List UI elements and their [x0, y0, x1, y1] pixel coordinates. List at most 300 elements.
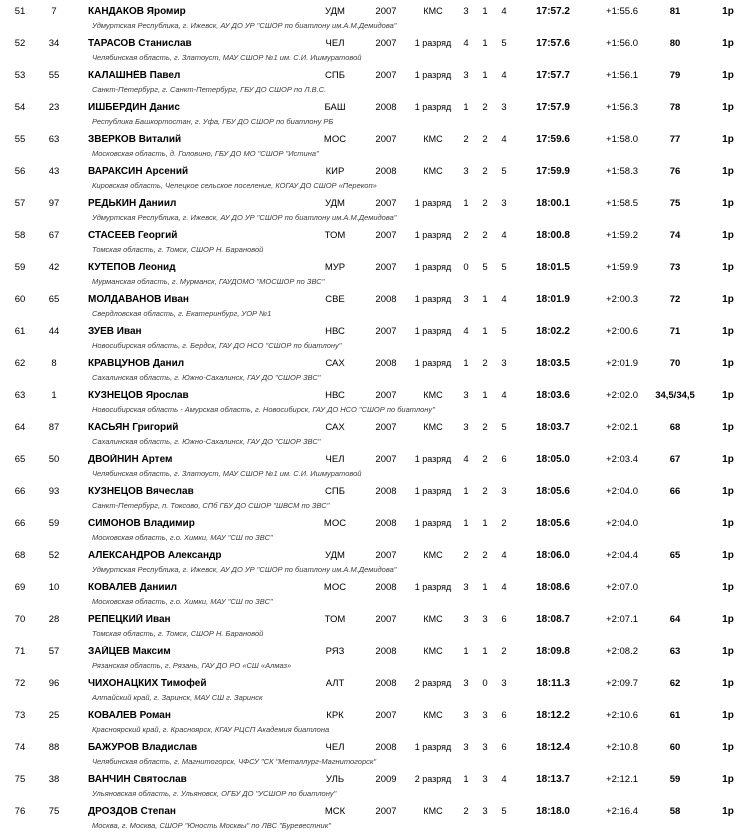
penalty-total: 4 [501, 230, 507, 241]
penalty-standing: 3 [482, 614, 488, 625]
category-cell: 1 разряд [414, 70, 452, 80]
club-line: Челябинская область, г. Златоуст, МАУ СШОР №1 им. С.И. Ишмуратовой [92, 469, 362, 478]
penalty-standing: 2 [482, 422, 488, 433]
penalty-total: 5 [501, 422, 507, 433]
club-line: Удмуртская Республика, г. Ижевск, АУ ДО УР "СШОР по биатлону им.А.М.Демидова" [92, 565, 397, 574]
athlete-name: ВАНЧИН Святослав [88, 774, 187, 785]
rank-cell: 52 [14, 38, 26, 49]
region-cell: ЧЕЛ [325, 38, 345, 49]
club-line: Новосибирская область, г. Бердск, ГАУ ДО НСО "СШОР по биатлону" [92, 341, 342, 350]
points-cell: 65 [669, 550, 681, 561]
club-line: Томская область, г. Томск, СШОР Н. Барановой [92, 629, 264, 638]
region-cell: МОС [323, 582, 347, 593]
athlete-name: КОВАЛЕВ Роман [88, 710, 171, 721]
rank-cell: 71 [14, 646, 26, 657]
region-cell: СПБ [325, 70, 345, 81]
points-cell: 79 [669, 70, 681, 81]
year-cell: 2007 [375, 230, 397, 241]
category-cell: КМС [423, 134, 443, 144]
club-line: Московская область, г.о. Химки, МАУ "СШ по ЗВС" [92, 597, 273, 606]
club-line: Красноярский край, г. Красноярск, КГАУ РЦСП Академия биатлона [92, 725, 330, 734]
athlete-name: АЛЕКСАНДРОВ Александр [88, 550, 222, 561]
athlete-name: КАНДАКОВ Яромир [88, 6, 186, 17]
athlete-name: ЗАЙЦЕВ Максим [88, 646, 171, 657]
rank-cell: 74 [14, 742, 26, 753]
category-cell: 1 разряд [414, 582, 452, 592]
penalty-standing: 1 [482, 646, 488, 657]
year-cell: 2007 [375, 262, 397, 273]
time-cell: 18:06.0 [536, 550, 570, 561]
result-main-line [0, 387, 750, 404]
gap-cell: +2:07.0 [606, 582, 638, 593]
penalty-standing: 1 [482, 6, 488, 17]
penalty-total: 4 [501, 390, 507, 401]
category-cell: 1 разряд [414, 198, 452, 208]
time-cell: 18:05.0 [536, 454, 570, 465]
region-cell: УЛЬ [325, 774, 345, 785]
club-line: Челябинская область, г. Златоуст, МАУ СШОР №1 им. С.И. Ишмуратовой [92, 53, 362, 62]
region-cell: РЯЗ [325, 646, 345, 657]
time-cell: 18:05.6 [536, 518, 570, 529]
penalty-standing: 2 [482, 166, 488, 177]
region-cell: УДМ [325, 198, 345, 209]
result-row [0, 803, 750, 833]
result-row [0, 227, 750, 259]
penalty-total: 5 [501, 38, 507, 49]
gap-cell: +1:56.1 [606, 70, 638, 81]
penalty-total: 3 [501, 198, 507, 209]
result-main-line [0, 515, 750, 532]
year-cell: 2008 [375, 518, 397, 529]
rank-cell: 58 [14, 230, 26, 241]
bib-cell: 52 [48, 550, 60, 561]
penalty-standing: 1 [482, 390, 488, 401]
category-cell: КМС [423, 422, 443, 432]
result-main-line [0, 67, 750, 84]
points-cell: 34,5/34,5 [655, 390, 695, 401]
result-row [0, 131, 750, 163]
rank-cell: 70 [14, 614, 26, 625]
penalty-total: 5 [501, 262, 507, 273]
athlete-name: БАЖУРОВ Владислав [88, 742, 198, 753]
penalty-standing: 3 [482, 710, 488, 721]
rank-cell: 55 [14, 134, 26, 145]
result-row [0, 643, 750, 675]
result-row [0, 323, 750, 355]
points-cell: 74 [669, 230, 681, 241]
points-cell: 63 [669, 646, 681, 657]
time-cell: 18:00.1 [536, 198, 570, 209]
rank-cell: 61 [14, 326, 26, 337]
grade-cell: 1p [722, 134, 734, 145]
gap-cell: +2:12.1 [606, 774, 638, 785]
gap-cell: +2:00.3 [606, 294, 638, 305]
penalty-total: 3 [501, 102, 507, 113]
rank-cell: 75 [14, 774, 26, 785]
year-cell: 2008 [375, 486, 397, 497]
region-cell: УДМ [325, 6, 345, 17]
result-main-line [0, 579, 750, 596]
athlete-name: ЗУЕВ Иван [88, 326, 142, 337]
athlete-name: ЧИХОНАЦКИХ Тимофей [88, 678, 207, 689]
club-line: Санкт-Петербург, г. Санкт-Петербург, ГБУ ДО СШОР по Л.В.С. [92, 85, 327, 94]
points-cell: 75 [669, 198, 681, 209]
bib-cell: 97 [48, 198, 60, 209]
results-table [0, 3, 750, 833]
penalty-total: 4 [501, 134, 507, 145]
penalty-prone: 3 [463, 742, 469, 753]
penalty-standing: 1 [482, 326, 488, 337]
points-cell: 58 [669, 806, 681, 817]
penalty-prone: 1 [463, 486, 469, 497]
result-main-line [0, 355, 750, 372]
time-cell: 18:11.3 [536, 678, 570, 689]
club-line: Челябинская область, г. Магнитогорск, ЧФСУ "СК "Металлург-Магнитогорск" [92, 757, 377, 766]
category-cell: КМС [423, 614, 443, 624]
rank-cell: 68 [14, 550, 26, 561]
club-line: Алтайский край, г. Заринск, МАУ СШ г. Заринск [92, 693, 263, 702]
gap-cell: +2:10.6 [606, 710, 638, 721]
grade-cell: 1p [722, 454, 734, 465]
penalty-total: 6 [501, 614, 507, 625]
bib-cell: 10 [48, 582, 60, 593]
time-cell: 18:01.9 [536, 294, 570, 305]
year-cell: 2007 [375, 326, 397, 337]
rank-cell: 66 [14, 486, 26, 497]
penalty-standing: 5 [482, 262, 488, 273]
rank-cell: 69 [14, 582, 26, 593]
grade-cell: 1p [722, 806, 734, 817]
category-cell: 1 разряд [414, 102, 452, 112]
year-cell: 2008 [375, 294, 397, 305]
penalty-prone: 3 [463, 582, 469, 593]
gap-cell: +2:04.0 [606, 518, 638, 529]
club-line: Мурманская область, г. Мурманск, ГАУДОМО "МОСШОР по ЗВС" [92, 277, 325, 286]
club-line: Московская область, д. Головино, ГБУ ДО МО "СШОР "Истина" [92, 149, 319, 158]
grade-cell: 1p [722, 326, 734, 337]
time-cell: 18:13.7 [536, 774, 570, 785]
penalty-total: 3 [501, 486, 507, 497]
bib-cell: 28 [48, 614, 60, 625]
points-cell: 71 [669, 326, 681, 337]
penalty-standing: 1 [482, 38, 488, 49]
club-line: Санкт-Петербург, п. Токсово, СПб ГБУ ДО СШОР "ШВСМ по ЗВС" [92, 501, 330, 510]
region-cell: МОС [323, 518, 347, 529]
penalty-standing: 2 [482, 454, 488, 465]
penalty-prone: 3 [463, 294, 469, 305]
region-cell: МУР [324, 262, 346, 273]
time-cell: 18:08.7 [536, 614, 570, 625]
result-main-line [0, 675, 750, 692]
time-cell: 18:12.4 [536, 742, 570, 753]
grade-cell: 1p [722, 262, 734, 273]
gap-cell: +2:04.0 [606, 486, 638, 497]
club-line: Кировская область, Чепецкое сельское поселение, КОГАУ ДО СШОР «Перекоп» [92, 181, 377, 190]
penalty-prone: 1 [463, 518, 469, 529]
rank-cell: 62 [14, 358, 26, 369]
result-row [0, 515, 750, 547]
penalty-standing: 0 [482, 678, 488, 689]
club-line: Ульяновская область, г. Ульяновск, ОГБУ ДО "УСШОР по биатлону" [92, 789, 337, 798]
region-cell: КРК [326, 710, 344, 721]
result-row [0, 35, 750, 67]
club-line: Новосибирская область - Амурская область, г. Новосибирск, ГАУ ДО НСО "СШОР по биатлону" [92, 405, 435, 414]
penalty-total: 4 [501, 582, 507, 593]
category-cell: КМС [423, 166, 443, 176]
result-main-line [0, 195, 750, 212]
result-row [0, 99, 750, 131]
gap-cell: +2:03.4 [606, 454, 638, 465]
time-cell: 18:01.5 [536, 262, 570, 273]
category-cell: 1 разряд [414, 230, 452, 240]
club-line: Рязанская область, г. Рязань, ГАУ ДО РО «СШ «Алмаз» [92, 661, 292, 670]
rank-cell: 73 [14, 710, 26, 721]
year-cell: 2008 [375, 678, 397, 689]
bib-cell: 38 [48, 774, 60, 785]
result-row [0, 707, 750, 739]
result-main-line [0, 259, 750, 276]
result-row [0, 291, 750, 323]
penalty-prone: 4 [463, 326, 469, 337]
bib-cell: 96 [48, 678, 60, 689]
result-row [0, 259, 750, 291]
year-cell: 2008 [375, 742, 397, 753]
athlete-name: МОЛДАВАНОВ Иван [88, 294, 189, 305]
grade-cell: 1p [722, 390, 734, 401]
result-row [0, 675, 750, 707]
points-cell: 61 [669, 710, 681, 721]
rank-cell: 65 [14, 454, 26, 465]
category-cell: КМС [423, 390, 443, 400]
penalty-prone: 1 [463, 358, 469, 369]
bib-cell: 63 [48, 134, 60, 145]
region-cell: АЛТ [325, 678, 345, 689]
gap-cell: +2:00.6 [606, 326, 638, 337]
bib-cell: 67 [48, 230, 60, 241]
penalty-total: 4 [501, 6, 507, 17]
year-cell: 2007 [375, 198, 397, 209]
athlete-name: КУЗНЕЦОВ Ярослав [88, 390, 189, 401]
penalty-prone: 3 [463, 390, 469, 401]
category-cell: КМС [423, 646, 443, 656]
rank-cell: 54 [14, 102, 26, 113]
time-cell: 17:57.6 [536, 38, 570, 49]
grade-cell: 1p [722, 486, 734, 497]
result-row [0, 355, 750, 387]
athlete-name: ТАРАСОВ Станислав [88, 38, 192, 49]
time-cell: 18:03.5 [536, 358, 570, 369]
athlete-name: ВАРАКСИН Арсений [88, 166, 189, 177]
penalty-standing: 3 [482, 742, 488, 753]
time-cell: 18:02.2 [536, 326, 570, 337]
year-cell: 2008 [375, 582, 397, 593]
penalty-total: 4 [501, 774, 507, 785]
grade-cell: 1p [722, 166, 734, 177]
time-cell: 18:00.8 [536, 230, 570, 241]
bib-cell: 87 [48, 422, 60, 433]
athlete-name: ЗВЕРКОВ Виталий [88, 134, 182, 145]
result-row [0, 579, 750, 611]
year-cell: 2007 [375, 806, 397, 817]
category-cell: 1 разряд [414, 358, 452, 368]
result-main-line [0, 35, 750, 52]
penalty-total: 4 [501, 550, 507, 561]
points-cell: 77 [669, 134, 681, 145]
result-main-line [0, 131, 750, 148]
grade-cell: 1p [722, 710, 734, 721]
rank-cell: 53 [14, 70, 26, 81]
category-cell: 1 разряд [414, 518, 452, 528]
club-line: Свердловская область, г. Екатеринбург, УОР №1 [92, 309, 272, 318]
result-main-line [0, 3, 750, 20]
category-cell: 2 разряд [414, 774, 452, 784]
gap-cell: +2:16.4 [606, 806, 638, 817]
penalty-prone: 2 [463, 806, 469, 817]
bib-cell: 55 [48, 70, 60, 81]
penalty-prone: 2 [463, 230, 469, 241]
year-cell: 2007 [375, 134, 397, 145]
year-cell: 2009 [375, 774, 397, 785]
rank-cell: 60 [14, 294, 26, 305]
result-main-line [0, 803, 750, 820]
category-cell: 1 разряд [414, 326, 452, 336]
points-cell: 81 [669, 6, 681, 17]
category-cell: КМС [423, 710, 443, 720]
penalty-prone: 1 [463, 198, 469, 209]
rank-cell: 76 [14, 806, 26, 817]
time-cell: 17:57.2 [536, 6, 570, 17]
result-row [0, 771, 750, 803]
penalty-prone: 0 [463, 262, 469, 273]
time-cell: 18:05.6 [536, 486, 570, 497]
penalty-prone: 3 [463, 710, 469, 721]
rank-cell: 66 [14, 518, 26, 529]
club-line: Томская область, г. Томск, СШОР Н. Барановой [92, 245, 264, 254]
penalty-total: 5 [501, 806, 507, 817]
gap-cell: +1:56.0 [606, 38, 638, 49]
athlete-name: КУТЕПОВ Леонид [88, 262, 176, 273]
grade-cell: 1p [722, 38, 734, 49]
rank-cell: 59 [14, 262, 26, 273]
penalty-prone: 3 [463, 70, 469, 81]
gap-cell: +1:56.3 [606, 102, 638, 113]
grade-cell: 1p [722, 358, 734, 369]
penalty-standing: 2 [482, 486, 488, 497]
penalty-standing: 3 [482, 774, 488, 785]
region-cell: ТОМ [324, 614, 346, 625]
penalty-prone: 3 [463, 422, 469, 433]
region-cell: СВЕ [325, 294, 345, 305]
time-cell: 18:09.8 [536, 646, 570, 657]
rank-cell: 63 [14, 390, 26, 401]
category-cell: КМС [423, 806, 443, 816]
bib-cell: 25 [48, 710, 60, 721]
category-cell: 1 разряд [414, 294, 452, 304]
penalty-total: 6 [501, 454, 507, 465]
result-row [0, 387, 750, 419]
region-cell: КИР [325, 166, 345, 177]
grade-cell: 1p [722, 6, 734, 17]
region-cell: ЧЕЛ [325, 454, 345, 465]
points-cell: 67 [669, 454, 681, 465]
rank-cell: 51 [14, 6, 26, 17]
penalty-standing: 1 [482, 70, 488, 81]
penalty-prone: 2 [463, 550, 469, 561]
result-main-line [0, 739, 750, 756]
bib-cell: 23 [48, 102, 60, 113]
penalty-total: 6 [501, 742, 507, 753]
bib-cell: 43 [48, 166, 60, 177]
penalty-standing: 2 [482, 358, 488, 369]
gap-cell: +2:10.8 [606, 742, 638, 753]
gap-cell: +2:02.0 [606, 390, 638, 401]
result-main-line [0, 483, 750, 500]
club-line: Удмуртская Республика, г. Ижевск, АУ ДО УР "СШОР по биатлону им.А.М.Демидова" [92, 213, 397, 222]
gap-cell: +2:02.1 [606, 422, 638, 433]
athlete-name: ДВОЙНИН Артем [88, 454, 173, 465]
gap-cell: +2:04.4 [606, 550, 638, 561]
time-cell: 18:08.6 [536, 582, 570, 593]
points-cell: 66 [669, 486, 681, 497]
year-cell: 2008 [375, 102, 397, 113]
grade-cell: 1p [722, 70, 734, 81]
penalty-prone: 4 [463, 38, 469, 49]
gap-cell: +2:09.7 [606, 678, 638, 689]
region-cell: УДМ [325, 550, 345, 561]
club-line: Сахалинская область, г. Южно-Сахалинск, ГАУ ДО "СШОР ЗВС" [92, 437, 321, 446]
region-cell: НВС [325, 390, 345, 401]
region-cell: БАШ [324, 102, 346, 113]
grade-cell: 1p [722, 422, 734, 433]
year-cell: 2007 [375, 454, 397, 465]
gap-cell: +1:58.0 [606, 134, 638, 145]
penalty-total: 3 [501, 358, 507, 369]
penalty-total: 4 [501, 294, 507, 305]
club-line: Удмуртская Республика, г. Ижевск, АУ ДО УР "СШОР по биатлону им.А.М.Демидова" [92, 21, 397, 30]
bib-cell: 59 [48, 518, 60, 529]
time-cell: 18:03.7 [536, 422, 570, 433]
athlete-name: КАСЬЯН Григорий [88, 422, 179, 433]
bib-cell: 57 [48, 646, 60, 657]
grade-cell: 1p [722, 230, 734, 241]
grade-cell: 1p [722, 646, 734, 657]
bib-cell: 50 [48, 454, 60, 465]
penalty-total: 2 [501, 646, 507, 657]
time-cell: 17:57.7 [536, 70, 570, 81]
rank-cell: 64 [14, 422, 26, 433]
result-row [0, 3, 750, 35]
athlete-name: КАЛАШНЁВ Павел [88, 70, 181, 81]
penalty-standing: 2 [482, 134, 488, 145]
club-line: Московская область, г.о. Химки, МАУ "СШ по ЗВС" [92, 533, 273, 542]
result-main-line [0, 611, 750, 628]
rank-cell: 56 [14, 166, 26, 177]
penalty-standing: 1 [482, 294, 488, 305]
gap-cell: +1:59.2 [606, 230, 638, 241]
penalty-total: 2 [501, 518, 507, 529]
bib-cell: 93 [48, 486, 60, 497]
result-main-line [0, 451, 750, 468]
result-row [0, 419, 750, 451]
region-cell: СПБ [325, 486, 345, 497]
result-row [0, 547, 750, 579]
points-cell: 64 [669, 614, 681, 625]
penalty-standing: 2 [482, 198, 488, 209]
category-cell: 1 разряд [414, 486, 452, 496]
year-cell: 2008 [375, 166, 397, 177]
athlete-name: РЕПЕЦКИЙ Иван [88, 614, 171, 625]
bib-cell: 75 [48, 806, 60, 817]
